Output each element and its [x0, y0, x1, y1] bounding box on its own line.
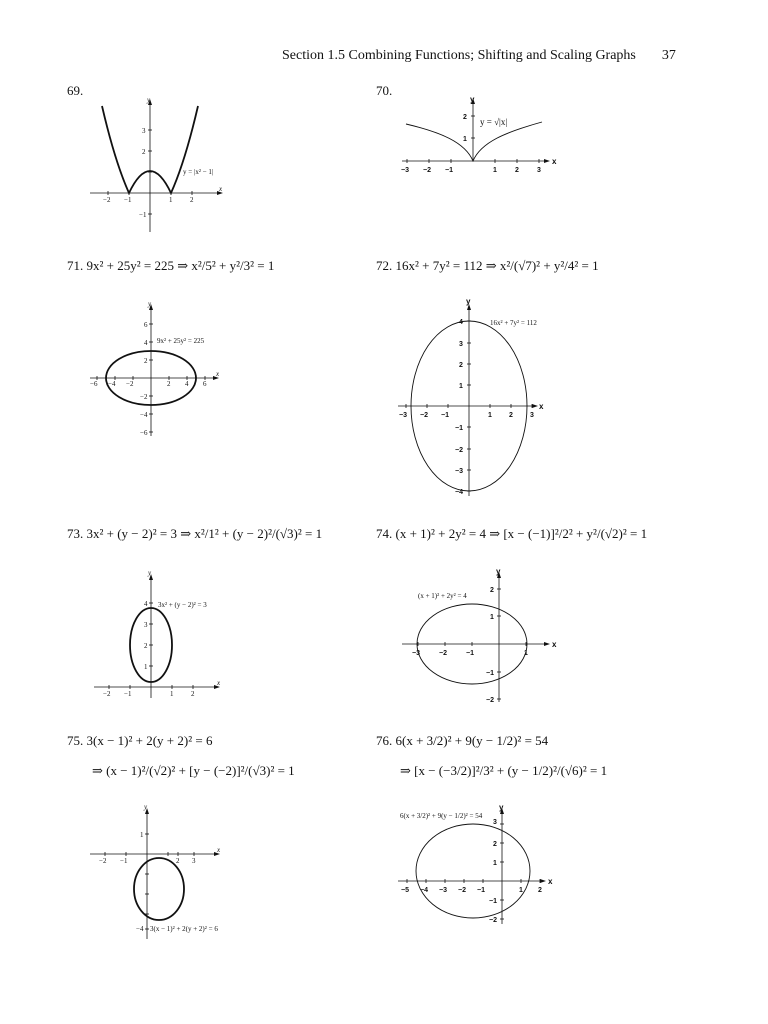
problem-74-number: 74. [376, 526, 393, 541]
graph-76 [396, 802, 566, 930]
x-axis-arrow [544, 642, 550, 646]
ellipse-curve [134, 858, 184, 920]
y-tick: 2 [463, 114, 467, 121]
problem-73-equation: 3x² + (y − 2)² = 3 ⇒ x²/1² + (y − 2)²/(√3)² = 1 [86, 526, 323, 541]
x-tick: 2 [190, 196, 194, 204]
x-tick: 2 [176, 857, 180, 865]
x-axis-arrow [540, 879, 546, 883]
y-axis-label: y [144, 803, 148, 811]
problem-72-equation: 16x² + 7y² = 112 ⇒ x²/(√7)² + y²/4² = 1 [395, 258, 599, 273]
x-tick: −1 [441, 412, 449, 419]
y-tick: 4 [459, 319, 463, 326]
y-axis-label: y [147, 96, 151, 104]
y-tick: 2 [490, 587, 494, 594]
y-tick: 6 [144, 321, 148, 329]
x-tick: −2 [458, 887, 466, 894]
y-tick: −4 [140, 411, 148, 419]
y-tick: −4 [136, 925, 144, 933]
graph-70 [400, 94, 565, 178]
x-tick: 3 [537, 167, 541, 174]
y-tick: 1 [463, 136, 467, 143]
graph-75 [88, 804, 233, 944]
running-header [282, 48, 676, 64]
problem-75-number: 75. [67, 733, 84, 748]
x-tick: 1 [519, 887, 523, 894]
x-tick: −5 [401, 887, 409, 894]
problem-75-equation-step: ⇒ (x − 1)²/(√2)² + [y − (−2)]²/(√3)² = 1 [92, 763, 295, 778]
y-tick: −1 [139, 211, 147, 219]
x-tick: −4 [108, 380, 116, 388]
graph-label: 3(x − 1)² + 2(y + 2)² = 6 [150, 925, 218, 933]
y-tick: 1 [493, 860, 497, 867]
x-axis-label: x [217, 679, 221, 687]
x-tick: −1 [124, 690, 132, 698]
y-tick: 3 [493, 819, 497, 826]
y-tick: −2 [140, 393, 148, 401]
x-tick: −3 [439, 887, 447, 894]
graph-label: 16x² + 7y² = 112 [490, 319, 537, 327]
x-tick: 1 [169, 196, 173, 204]
x-tick: −3 [399, 412, 407, 419]
x-axis-label: x [552, 157, 557, 166]
y-tick: 4 [144, 339, 148, 347]
x-tick: −2 [439, 650, 447, 657]
problem-72-number: 72. [376, 258, 393, 273]
graph-label: 3x² + (y − 2)² = 3 [158, 601, 207, 609]
x-tick: 2 [538, 887, 542, 894]
x-tick: −1 [124, 196, 132, 204]
graph-label: (x + 1)² + 2y² = 4 [418, 592, 467, 600]
y-tick: 2 [493, 841, 497, 848]
problem-76-number: 76. [376, 733, 393, 748]
problem-76-equation-step: ⇒ [x − (−3/2)]²/3² + (y − 1/2)²/(√6)² = 1 [400, 763, 608, 778]
y-axis-label: y [499, 803, 504, 812]
y-tick: −1 [486, 670, 494, 677]
x-tick: 1 [488, 412, 492, 419]
curve-sqrt-abs-x [406, 122, 542, 161]
y-tick: −2 [455, 447, 463, 454]
x-axis-arrow [532, 404, 538, 408]
x-axis-label: x [216, 370, 220, 378]
x-axis-arrow [544, 159, 550, 163]
x-tick: −1 [466, 650, 474, 657]
problem-72 [376, 258, 599, 274]
y-tick: 1 [144, 663, 148, 671]
problem-73-number: 73. [67, 526, 84, 541]
x-tick: 2 [515, 167, 519, 174]
problem-71-equation: 9x² + 25y² = 225 ⇒ x²/5² + y²/3² = 1 [86, 258, 275, 273]
y-tick: −2 [486, 697, 494, 704]
x-tick: 1 [493, 167, 497, 174]
y-axis-label: y [470, 95, 475, 104]
problem-74-equation: (x + 1)² + 2y² = 4 ⇒ [x − (−1)]²/2² + y²/(√2)² = 1 [395, 526, 648, 541]
x-axis-label: x [539, 402, 544, 411]
x-tick: 1 [524, 650, 528, 657]
page-number: 37 [661, 48, 676, 63]
y-tick: 2 [144, 357, 148, 365]
graph-label: 9x² + 25y² = 225 [157, 337, 205, 345]
x-tick: 2 [167, 380, 171, 388]
y-tick: 2 [142, 148, 146, 156]
problem-73 [67, 526, 322, 542]
x-tick: −3 [401, 167, 409, 174]
section-title: Section 1.5 Combining Functions; Shifting and Scaling Graphs [282, 48, 636, 63]
x-tick: −2 [99, 857, 107, 865]
y-tick: −2 [489, 917, 497, 924]
problem-76 [376, 733, 548, 749]
x-tick: −3 [412, 650, 420, 657]
y-tick: 2 [144, 642, 148, 650]
problem-71-number: 71. [67, 258, 84, 273]
x-tick: −2 [103, 196, 111, 204]
x-tick: 3 [530, 412, 534, 419]
ellipse-curve [416, 824, 530, 918]
y-tick: −1 [455, 425, 463, 432]
x-tick: −2 [103, 690, 111, 698]
x-tick: 2 [509, 412, 513, 419]
x-tick: −4 [420, 887, 428, 894]
y-tick: 2 [459, 362, 463, 369]
y-tick: −1 [489, 898, 497, 905]
y-tick: 1 [459, 383, 463, 390]
x-axis-label: x [548, 877, 553, 886]
x-tick: 1 [170, 690, 174, 698]
x-tick: −2 [126, 380, 134, 388]
problem-76-equation: 6(x + 3/2)² + 9(y − 1/2)² = 54 [395, 733, 549, 748]
y-tick: 1 [490, 614, 494, 621]
y-axis-label: y [466, 297, 471, 306]
x-tick: −2 [423, 167, 431, 174]
graph-69 [88, 92, 228, 234]
x-tick: 6 [203, 380, 207, 388]
y-tick: 3 [459, 341, 463, 348]
y-axis-label: y [496, 567, 501, 576]
y-tick: −6 [140, 429, 148, 437]
x-tick: −1 [477, 887, 485, 894]
graph-label: y = √|x| [480, 117, 508, 127]
y-tick: −4 [455, 489, 463, 496]
y-tick: 3 [144, 621, 148, 629]
x-tick: 4 [185, 380, 189, 388]
y-tick: 3 [142, 127, 146, 135]
x-tick: 3 [192, 857, 196, 865]
graph-71 [88, 298, 228, 438]
problem-70-number: 70. [376, 83, 393, 98]
x-axis-label: x [217, 846, 221, 854]
graph-74 [400, 566, 560, 706]
graph-72 [396, 297, 556, 500]
graph-label: 6(x + 3/2)² + 9(y − 1/2)² = 54 [400, 812, 483, 820]
y-tick: 1 [140, 831, 144, 839]
y-tick: 4 [144, 600, 148, 608]
problem-75 [67, 733, 212, 749]
x-tick: 2 [191, 690, 195, 698]
y-axis-label: y [148, 300, 152, 308]
graph-label: y = |x² − 1| [183, 168, 214, 176]
x-tick: −1 [120, 857, 128, 865]
problem-74 [376, 526, 647, 542]
problem-75-equation: 3(x − 1)² + 2(y + 2)² = 6 [86, 733, 213, 748]
x-tick: −1 [445, 167, 453, 174]
x-tick: −2 [420, 412, 428, 419]
x-axis-label: x [219, 185, 223, 193]
y-axis-label: y [148, 569, 152, 577]
x-tick: −6 [90, 380, 98, 388]
problem-69-number: 69. [67, 83, 84, 98]
y-tick: −3 [455, 468, 463, 475]
graph-73 [92, 570, 227, 700]
x-axis-label: x [552, 640, 557, 649]
problem-71 [67, 258, 274, 274]
